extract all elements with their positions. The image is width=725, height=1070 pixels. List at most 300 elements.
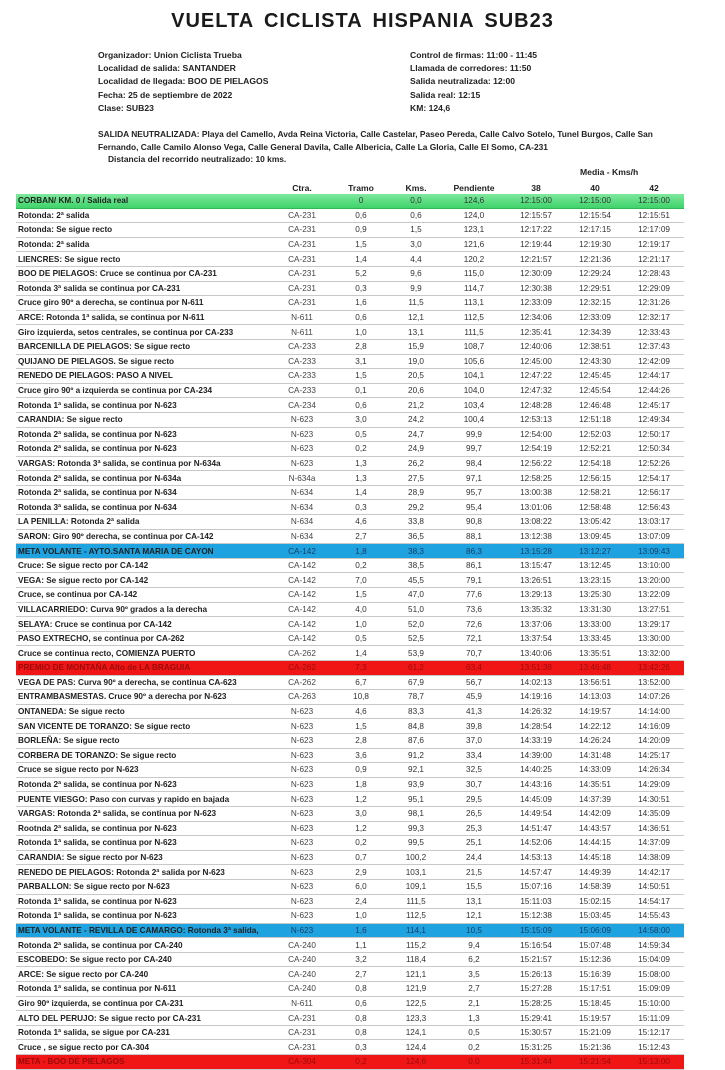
table-row: [16, 733, 684, 748]
row-cumulative-km: 99,5: [390, 836, 442, 851]
row-time-42: 12:33:43: [624, 325, 684, 340]
row-cumulative-km: 99,3: [390, 821, 442, 836]
row-remaining-km: 99,7: [442, 442, 506, 457]
table-row: [16, 777, 684, 792]
row-road: CA-142: [272, 617, 332, 632]
row-description: LIENCRES: Se sigue recto: [16, 252, 272, 267]
row-time-38: 15:31:44: [506, 1055, 566, 1070]
row-remaining-km: 113,1: [442, 296, 506, 311]
row-description: RENEDO DE PIELAGOS: Rotonda 2ª salida por N-623: [16, 865, 272, 880]
row-remaining-km: 39,8: [442, 719, 506, 734]
row-time-40: 13:05:42: [566, 515, 624, 530]
class: Clase: SUB23: [98, 102, 154, 113]
col-header-speed-38: 38: [531, 182, 541, 193]
row-road: CA-262: [272, 646, 332, 661]
row-time-42: 15:08:00: [624, 967, 684, 982]
row-road: CA-233: [272, 369, 332, 384]
row-time-38: 14:49:54: [506, 806, 566, 821]
row-time-40: 14:13:03: [566, 690, 624, 705]
row-section-km: 0,3: [332, 1040, 390, 1055]
row-time-40: 14:26:24: [566, 733, 624, 748]
row-description: SELAYA: Cruce se continua por CA-142: [16, 617, 272, 632]
row-cumulative-km: 1,5: [390, 223, 442, 238]
row-time-42: 13:07:09: [624, 529, 684, 544]
row-description: Rotonda: 2ª salida: [16, 208, 272, 223]
row-time-42: 12:49:34: [624, 412, 684, 427]
row-road: CA-231: [272, 296, 332, 311]
row-remaining-km: 15,5: [442, 879, 506, 894]
row-time-38: 15:07:16: [506, 879, 566, 894]
row-remaining-km: 120,2: [442, 252, 506, 267]
row-description: Cruce giro 90º a izquierda se continua por CA-234: [16, 383, 272, 398]
row-cumulative-km: 3,0: [390, 237, 442, 252]
row-road: CA-142: [272, 588, 332, 603]
row-cumulative-km: 11,5: [390, 296, 442, 311]
date: Fecha: 25 de septiembre de 2022: [98, 89, 233, 100]
table-row: [16, 1011, 684, 1026]
row-time-38: 13:12:38: [506, 529, 566, 544]
table-row: [16, 792, 684, 807]
row-description: Rotonda 3ª salida, se continua por N-634: [16, 500, 272, 515]
signature-control: Control de firmas: 11:00 - 11:45: [410, 50, 538, 60]
row-section-km: 3,0: [332, 412, 390, 427]
row-remaining-km: 33,4: [442, 748, 506, 763]
row-road: CA-142: [272, 558, 332, 573]
row-description: PASO EXTRECHO, se continua por CA-262: [16, 631, 272, 646]
row-time-42: 14:35:09: [624, 806, 684, 821]
table-row: [16, 208, 684, 223]
row-remaining-km: 13,1: [442, 894, 506, 909]
table-row: [16, 909, 684, 924]
table-row: [16, 223, 684, 238]
row-time-40: 13:56:51: [566, 675, 624, 690]
row-time-40: 14:33:09: [566, 763, 624, 778]
row-description: Rotonda: Se sigue recto: [16, 223, 272, 238]
row-time-42: 12:17:09: [624, 223, 684, 238]
row-time-42: 14:07:26: [624, 690, 684, 705]
row-time-40: 12:45:45: [566, 369, 624, 384]
row-time-38: 12:48:28: [506, 398, 566, 413]
row-cumulative-km: 98,1: [390, 806, 442, 821]
row-description: PREMIO DE MONTAÑA Alto de LA BRAGUIA: [16, 661, 272, 676]
row-cumulative-km: 20,6: [390, 383, 442, 398]
row-section-km: 2,8: [332, 339, 390, 354]
row-time-40: 12:38:51: [566, 339, 624, 354]
row-section-km: 3,0: [332, 806, 390, 821]
row-time-38: 14:39:00: [506, 748, 566, 763]
row-section-km: 1,5: [332, 719, 390, 734]
row-section-km: 1,4: [332, 252, 390, 267]
row-time-40: 12:15:00: [566, 194, 624, 208]
row-time-42: 14:55:43: [624, 909, 684, 924]
row-description: PUENTE VIESGO: Paso con curvas y rapido en bajada: [16, 792, 272, 807]
row-time-38: 15:16:54: [506, 938, 566, 953]
row-description: Giro izquierda, setos centrales, se continua por CA-233: [16, 325, 272, 340]
row-road: CA-240: [272, 967, 332, 982]
row-road: CA-262: [272, 661, 332, 676]
route-table: [16, 181, 684, 1070]
row-time-38: 12:40:06: [506, 339, 566, 354]
row-cumulative-km: 36,5: [390, 529, 442, 544]
row-section-km: 0,8: [332, 982, 390, 997]
row-road: N-623: [272, 763, 332, 778]
row-remaining-km: 0,0: [442, 1055, 506, 1070]
row-road: CA-231: [272, 237, 332, 252]
row-road: N-623: [272, 806, 332, 821]
row-cumulative-km: 9,9: [390, 281, 442, 296]
row-description: SARON: Giro 90º derecha, se continua por CA-142: [16, 529, 272, 544]
row-section-km: 0,2: [332, 1055, 390, 1070]
row-remaining-km: 88,1: [442, 529, 506, 544]
row-time-40: 12:52:03: [566, 427, 624, 442]
row-description: CARANDIA: Se sigue recto por N-623: [16, 850, 272, 865]
row-time-38: 12:56:22: [506, 456, 566, 471]
row-time-40: 12:52:21: [566, 442, 624, 457]
row-remaining-km: 72,1: [442, 631, 506, 646]
row-time-42: 13:03:17: [624, 515, 684, 530]
row-cumulative-km: 29,2: [390, 500, 442, 515]
row-cumulative-km: 9,6: [390, 266, 442, 281]
row-description: Rotonda 1ª salida, se sigue por CA-231: [16, 1025, 272, 1040]
row-time-38: 12:35:41: [506, 325, 566, 340]
row-time-38: 13:29:13: [506, 588, 566, 603]
row-section-km: 0,3: [332, 500, 390, 515]
row-time-38: 12:54:00: [506, 427, 566, 442]
row-cumulative-km: 28,9: [390, 485, 442, 500]
row-road: N-623: [272, 909, 332, 924]
row-description: Cruce, se continua por CA-142: [16, 588, 272, 603]
row-time-42: 13:27:51: [624, 602, 684, 617]
row-time-38: 12:15:57: [506, 208, 566, 223]
row-description: Rotonda 1ª salida, se continua por N-611: [16, 982, 272, 997]
row-time-40: 15:17:51: [566, 982, 624, 997]
row-time-38: 12:34:06: [506, 310, 566, 325]
row-time-40: 12:34:39: [566, 325, 624, 340]
row-road: N-623: [272, 865, 332, 880]
row-remaining-km: 105,6: [442, 354, 506, 369]
row-remaining-km: 98,4: [442, 456, 506, 471]
row-time-38: 15:31:25: [506, 1040, 566, 1055]
row-road: CA-263: [272, 690, 332, 705]
row-time-38: 13:01:06: [506, 500, 566, 515]
row-section-km: 1,6: [332, 296, 390, 311]
row-time-40: 14:42:09: [566, 806, 624, 821]
row-time-42: 13:22:09: [624, 588, 684, 603]
row-road: N-634: [272, 515, 332, 530]
row-remaining-km: 124,0: [442, 208, 506, 223]
row-time-42: 13:09:43: [624, 544, 684, 559]
row-remaining-km: 97,1: [442, 471, 506, 486]
row-remaining-km: 30,7: [442, 777, 506, 792]
row-time-40: 14:19:57: [566, 704, 624, 719]
row-time-40: 13:09:45: [566, 529, 624, 544]
row-description: ALTO DEL PERUJO: Se sigue recto por CA-231: [16, 1011, 272, 1026]
table-row: [16, 427, 684, 442]
row-remaining-km: 3,5: [442, 967, 506, 982]
table-row: [16, 339, 684, 354]
row-cumulative-km: 53,9: [390, 646, 442, 661]
row-time-38: 15:28:25: [506, 996, 566, 1011]
row-time-38: 12:30:38: [506, 281, 566, 296]
row-road: CA-240: [272, 952, 332, 967]
table-row: [16, 500, 684, 515]
row-time-40: 14:49:39: [566, 865, 624, 880]
col-header-road: Ctra.: [292, 182, 312, 193]
row-cumulative-km: 118,4: [390, 952, 442, 967]
row-time-38: 13:37:06: [506, 617, 566, 632]
row-remaining-km: 103,4: [442, 398, 506, 413]
table-row: [16, 646, 684, 661]
row-road: [272, 194, 332, 208]
table-row: [16, 471, 684, 486]
row-time-42: 12:44:26: [624, 383, 684, 398]
row-road: N-623: [272, 427, 332, 442]
row-time-40: 15:18:45: [566, 996, 624, 1011]
row-section-km: 1,0: [332, 909, 390, 924]
row-section-km: 0,3: [332, 281, 390, 296]
row-time-40: 15:02:15: [566, 894, 624, 909]
row-cumulative-km: 112,5: [390, 909, 442, 924]
row-description: VARGAS: Rotonda 2ª salida, se continua por N-623: [16, 806, 272, 821]
row-road: CA-231: [272, 1011, 332, 1026]
row-time-42: 12:32:17: [624, 310, 684, 325]
row-time-40: 12:19:30: [566, 237, 624, 252]
row-time-38: 15:11:03: [506, 894, 566, 909]
row-description: Rotonda 1ª salida, se continua por N-623: [16, 398, 272, 413]
row-section-km: 1,2: [332, 792, 390, 807]
row-section-km: 1,3: [332, 456, 390, 471]
row-cumulative-km: 78,7: [390, 690, 442, 705]
row-section-km: 1,0: [332, 325, 390, 340]
neutralized-distance: Distancia del recorrido neutralizado: 10 kms.: [108, 154, 287, 165]
row-cumulative-km: 87,6: [390, 733, 442, 748]
row-remaining-km: 10,5: [442, 923, 506, 938]
row-time-42: 13:10:00: [624, 558, 684, 573]
row-time-40: 13:23:15: [566, 573, 624, 588]
row-road: CA-142: [272, 631, 332, 646]
row-cumulative-km: 122,5: [390, 996, 442, 1011]
row-road: CA-233: [272, 383, 332, 398]
row-road: N-623: [272, 704, 332, 719]
row-section-km: 4,6: [332, 515, 390, 530]
row-time-40: 12:32:15: [566, 296, 624, 311]
row-time-38: 13:15:28: [506, 544, 566, 559]
row-road: CA-304: [272, 1055, 332, 1070]
row-remaining-km: 25,1: [442, 836, 506, 851]
row-cumulative-km: 103,1: [390, 865, 442, 880]
row-time-42: 14:29:09: [624, 777, 684, 792]
row-remaining-km: 24,4: [442, 850, 506, 865]
row-description: META VOLANTE - AYTO.SANTA MARIA DE CAYON: [16, 544, 272, 559]
row-road: CA-231: [272, 266, 332, 281]
row-description: Rotonda: 2ª salida: [16, 237, 272, 252]
row-cumulative-km: 123,3: [390, 1011, 442, 1026]
row-remaining-km: 99,9: [442, 427, 506, 442]
table-row: [16, 296, 684, 311]
row-cumulative-km: 52,5: [390, 631, 442, 646]
row-description: ENTRAMBASMESTAS. Cruce 90º a derecha por N-623: [16, 690, 272, 705]
table-row: [16, 996, 684, 1011]
row-time-42: 12:50:34: [624, 442, 684, 457]
row-road: CA-231: [272, 281, 332, 296]
row-section-km: 0,6: [332, 398, 390, 413]
row-section-km: 0,6: [332, 996, 390, 1011]
row-time-40: 15:06:09: [566, 923, 624, 938]
row-remaining-km: 73,6: [442, 602, 506, 617]
row-remaining-km: 2,7: [442, 982, 506, 997]
row-time-38: 12:58:25: [506, 471, 566, 486]
row-description: VILLACARRIEDO: Curva 90º grados a la derecha: [16, 602, 272, 617]
row-cumulative-km: 100,2: [390, 850, 442, 865]
row-time-40: 15:21:09: [566, 1025, 624, 1040]
row-time-42: 12:15:51: [624, 208, 684, 223]
col-header-description: [16, 181, 272, 194]
row-section-km: 3,6: [332, 748, 390, 763]
row-remaining-km: 124,6: [442, 194, 506, 208]
row-road: CA-240: [272, 938, 332, 953]
row-remaining-km: 32,5: [442, 763, 506, 778]
table-row: [16, 398, 684, 413]
row-description: BARCENILLA DE PIELAGOS: Se sigue recto: [16, 339, 272, 354]
row-time-40: 12:54:18: [566, 456, 624, 471]
row-remaining-km: 0,5: [442, 1025, 506, 1040]
row-time-38: 15:21:57: [506, 952, 566, 967]
col-header-km: Kms.: [405, 182, 427, 193]
row-cumulative-km: 26,2: [390, 456, 442, 471]
row-remaining-km: 45,9: [442, 690, 506, 705]
table-row: [16, 325, 684, 340]
row-cumulative-km: 83,3: [390, 704, 442, 719]
row-time-40: 12:29:24: [566, 266, 624, 281]
row-time-42: 14:25:17: [624, 748, 684, 763]
row-remaining-km: 21,5: [442, 865, 506, 880]
row-time-38: 13:26:51: [506, 573, 566, 588]
row-section-km: 1,6: [332, 923, 390, 938]
table-row: [16, 631, 684, 646]
row-time-42: 14:37:09: [624, 836, 684, 851]
row-time-38: 13:35:32: [506, 602, 566, 617]
row-time-42: 14:36:51: [624, 821, 684, 836]
table-row: [16, 573, 684, 588]
route-table-body: [16, 194, 684, 1069]
row-section-km: 0,6: [332, 310, 390, 325]
row-road: N-623: [272, 894, 332, 909]
total-km: KM: 124,6: [410, 102, 451, 113]
row-cumulative-km: 21,2: [390, 398, 442, 413]
stage-info-left: [98, 49, 268, 115]
rider-call: Llamada de corredores: 11:50: [410, 63, 532, 74]
row-road: CA-142: [272, 573, 332, 588]
row-section-km: 0,8: [332, 1025, 390, 1040]
row-time-40: 14:43:57: [566, 821, 624, 836]
row-time-40: 12:29:51: [566, 281, 624, 296]
row-time-42: 12:44:17: [624, 369, 684, 384]
row-description: Cruce se continua recto, COMIENZA PUERTO: [16, 646, 272, 661]
row-section-km: 1,1: [332, 938, 390, 953]
row-cumulative-km: 38,5: [390, 558, 442, 573]
table-row: [16, 515, 684, 530]
row-remaining-km: 104,1: [442, 369, 506, 384]
row-cumulative-km: 0,0: [390, 194, 442, 208]
row-description: BOO DE PIELAGOS: Cruce se continua por CA-231: [16, 266, 272, 281]
row-cumulative-km: 33,8: [390, 515, 442, 530]
row-time-38: 12:45:00: [506, 354, 566, 369]
row-time-42: 13:32:00: [624, 646, 684, 661]
row-section-km: 1,8: [332, 544, 390, 559]
row-description: Cruce giro 90º a derecha, se continua por N-611: [16, 296, 272, 311]
table-row: [16, 310, 684, 325]
row-section-km: 2,4: [332, 894, 390, 909]
neutralized-start: Salida neutralizada: 12:00: [410, 76, 516, 87]
row-time-38: 14:19:16: [506, 690, 566, 705]
row-description: Rotonda 3ª salida se continua por CA-231: [16, 281, 272, 296]
organizer: Organizador: Union Ciclista Trueba: [98, 50, 242, 60]
row-remaining-km: 2,1: [442, 996, 506, 1011]
row-remaining-km: 86,3: [442, 544, 506, 559]
table-row: [16, 602, 684, 617]
row-time-42: 12:50:17: [624, 427, 684, 442]
sprint-row: [16, 544, 684, 559]
row-time-42: 14:14:00: [624, 704, 684, 719]
row-time-42: 12:15:00: [624, 194, 684, 208]
row-time-40: 14:44:15: [566, 836, 624, 851]
row-cumulative-km: 15,9: [390, 339, 442, 354]
row-cumulative-km: 67,9: [390, 675, 442, 690]
row-cumulative-km: 121,1: [390, 967, 442, 982]
row-time-42: 12:21:17: [624, 252, 684, 267]
row-cumulative-km: 47,0: [390, 588, 442, 603]
row-section-km: 0,9: [332, 763, 390, 778]
table-row: [16, 252, 684, 267]
row-cumulative-km: 19,0: [390, 354, 442, 369]
row-remaining-km: 63,4: [442, 661, 506, 676]
table-row: [16, 879, 684, 894]
row-road: N-623: [272, 777, 332, 792]
table-row: [16, 485, 684, 500]
row-road: N-623: [272, 748, 332, 763]
row-time-42: 12:37:43: [624, 339, 684, 354]
row-remaining-km: 9,4: [442, 938, 506, 953]
row-time-38: 12:17:22: [506, 223, 566, 238]
row-time-40: 15:19:57: [566, 1011, 624, 1026]
row-cumulative-km: 61,2: [390, 661, 442, 676]
table-row: [16, 850, 684, 865]
row-section-km: 4,0: [332, 602, 390, 617]
row-time-42: 15:09:09: [624, 982, 684, 997]
row-section-km: 10,8: [332, 690, 390, 705]
row-road: CA-231: [272, 252, 332, 267]
row-time-42: 12:29:09: [624, 281, 684, 296]
row-time-42: 14:42:17: [624, 865, 684, 880]
row-cumulative-km: 24,9: [390, 442, 442, 457]
row-cumulative-km: 92,1: [390, 763, 442, 778]
row-description: QUIJANO DE PIELAGOS. Se sigue recto: [16, 354, 272, 369]
row-section-km: 7,0: [332, 573, 390, 588]
row-section-km: 1,2: [332, 821, 390, 836]
row-remaining-km: 77,6: [442, 588, 506, 603]
row-time-40: 12:51:18: [566, 412, 624, 427]
finish-row: [16, 1055, 684, 1070]
table-row: [16, 821, 684, 836]
finish-town: Localidad de llegada: BOO DE PIELAGOS: [98, 76, 269, 87]
row-time-38: 14:45:09: [506, 792, 566, 807]
row-time-42: 12:42:09: [624, 354, 684, 369]
row-description: ONTANEDA: Se sigue recto: [16, 704, 272, 719]
start-row: [16, 194, 684, 208]
row-time-40: 12:46:48: [566, 398, 624, 413]
row-description: Giro 90º izquierda, se continua por CA-231: [16, 996, 272, 1011]
row-section-km: 2,8: [332, 733, 390, 748]
